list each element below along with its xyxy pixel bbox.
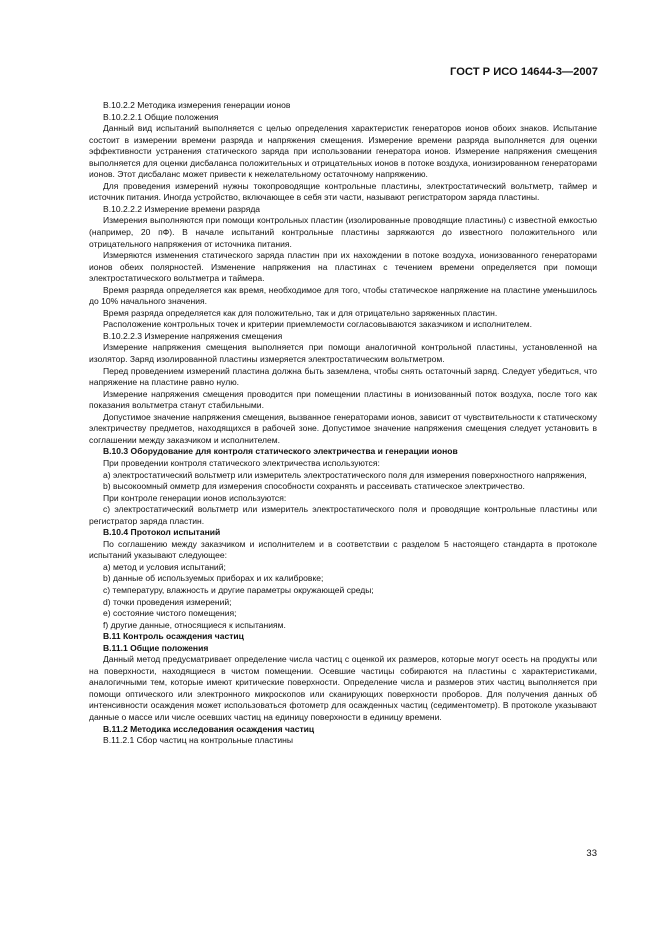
section-heading: В.11.2 Методика исследования осаждения частиц — [103, 723, 315, 734]
paragraph: При контроле генерации ионов используются: — [103, 492, 287, 503]
list-item: a) электростатический вольтметр или измеритель электростатического поля для измерения поверхностного напряжения, — [103, 469, 587, 480]
paragraph: Перед проведением измерений пластина должна быть заземлена, чтобы снять остаточный заряд. Следует убедиться, что напряжение на пластине равно нулю. — [89, 365, 597, 388]
paragraph: По соглашению между заказчиком и исполнителем и в соответствии с разделом 5 настоящего стандарта в протоколе испытаний указывают следующее: — [89, 538, 597, 561]
list-item: c) температуру, влажность и другие параметры окружающей среды; — [103, 584, 374, 595]
list-item: c) электростатический вольтметр или измеритель электростатического поля и проводящие контрольные пластины или регистратор заряда пластин. — [89, 504, 597, 526]
list-item: b) высокоомный омметр для измерения способности сохранять и рассеивать статическое электричество. — [103, 481, 525, 492]
list-item: a) метод и условия испытаний; — [103, 561, 226, 572]
subsection-heading: В.10.2.2.2 Измерение времени разряда — [103, 203, 261, 214]
paragraph: Расположение контрольных точек и критерии приемлемости согласовываются заказчиком и исполнителем. — [103, 319, 533, 330]
page-number: 33 — [586, 848, 597, 859]
paragraph: При проведении контроля статического электричества используются: — [103, 457, 380, 468]
section-heading: В.10.4 Протокол испытаний — [103, 527, 221, 538]
subsection-heading: В.11.2.1 Сбор частиц на контрольные пластины — [103, 735, 293, 746]
paragraph: Измерения выполняются при помощи контрольных пластин (изолированные проводящие пластины) с известной емкостью (например, 20 пФ). В начале испытаний контрольные пластины заряжаются до известного положительного или отрицательного напряжения от источника питания. — [89, 215, 597, 249]
paragraph: Измерение напряжения смещения проводится при помещении пластины в ионизованный поток воздуха, после того как показания вольтметра станут стабильными. — [89, 388, 597, 411]
paragraph: Для проведения измерений нужны токопроводящие контрольные пластины, электростатический вольтметр, таймер и источник питания. Иногда устройство, включающее в себя эти части, называют регистратором заряда пластины. — [89, 180, 597, 203]
list-item: e) состояние чистого помещения; — [103, 608, 237, 619]
subsection-heading: В.10.2.2.1 Общие положения — [103, 111, 219, 122]
section-heading: В.10.3 Оборудование для контроля статического электричества и генерации ионов — [103, 446, 458, 457]
paragraph: Время разряда определяется как для положительно, так и для отрицательно заряженных пластин. — [103, 307, 498, 318]
paragraph: Данный вид испытаний выполняется с целью определения характеристик генераторов ионов обоих знаков. Испытание состоит в измерении времени разряда и напряжения смещения. Измерение времени разряда выполняется для оценки эффективности устранения статического заряда при использовании генератора ионов. Измерение напряжения смещения выполняется для оценки дисбаланса положительных и отрицательных ионов в потоке воздуха, ионизированном генераторами ионов. Этот дисбаланс может привести к нежелательному остаточному напряжению. — [89, 123, 597, 180]
list-item: f) другие данные, относящиеся к испытаниям. — [103, 619, 286, 630]
list-item: b) данные об используемых приборах и их калибровке; — [103, 573, 324, 584]
list-item: d) точки проведения измерений; — [103, 596, 232, 607]
section-heading: В.11.1 Общие положения — [103, 642, 209, 653]
standard-header: ГОСТ Р ИСО 14644-3—2007 — [450, 66, 598, 78]
subsection-heading: В.10.2.2.3 Измерение напряжения смещения — [103, 330, 283, 341]
paragraph: Измерение напряжения смещения выполняется при помощи аналогичной контрольной пластины, установленной на изолятор. Заряд изолированной пластины измеряется электростатическим вольтметром. — [89, 342, 597, 365]
section-heading: В.11 Контроль осаждения частиц — [103, 631, 244, 642]
paragraph: Измеряются изменения статического заряда пластин при их нахождении в потоке воздуха, ионизованного генераторами ионов обеих полярностей. Изменение напряжения на пластинах с течением времени определяется при помощи электростатического вольтметра и таймера. — [89, 250, 597, 284]
document-body — [89, 100, 597, 747]
paragraph: Допустимое значение напряжения смещения, вызванное генераторами ионов, зависит от чувствительности к статическому электричеству предметов, находящихся в рабочей зоне. Допустимое значение напряжения смещения следует установить в соглашении между заказчиком и исполнителем. — [89, 411, 597, 445]
paragraph: Данный метод предусматривает определение числа частиц с оценкой их размеров, которые могут осесть на продукты или на поверхности, находящиеся в чистом помещении. Осевшие частицы собираются на пластины с характеристиками, аналогичными тем, которые имеют критические поверхности. Определение числа и размеров этих частиц выполняется при помощи оптического или электронного микроскопов или сканирующих поверхности проборов. Для получения данных об интенсивности осаждения может использоваться фотометр для осажденных частиц (седиментометр). В протоколе указывают данные о массе или числе осевших частиц на единицу поверхности в единицу времени. — [89, 654, 597, 722]
subsection-heading: В.10.2.2 Методика измерения генерации ионов — [103, 100, 291, 110]
paragraph: Время разряда определяется как время, необходимое для того, чтобы статическое напряжение на пластине уменьшилось до 10% начального значения. — [89, 284, 597, 307]
